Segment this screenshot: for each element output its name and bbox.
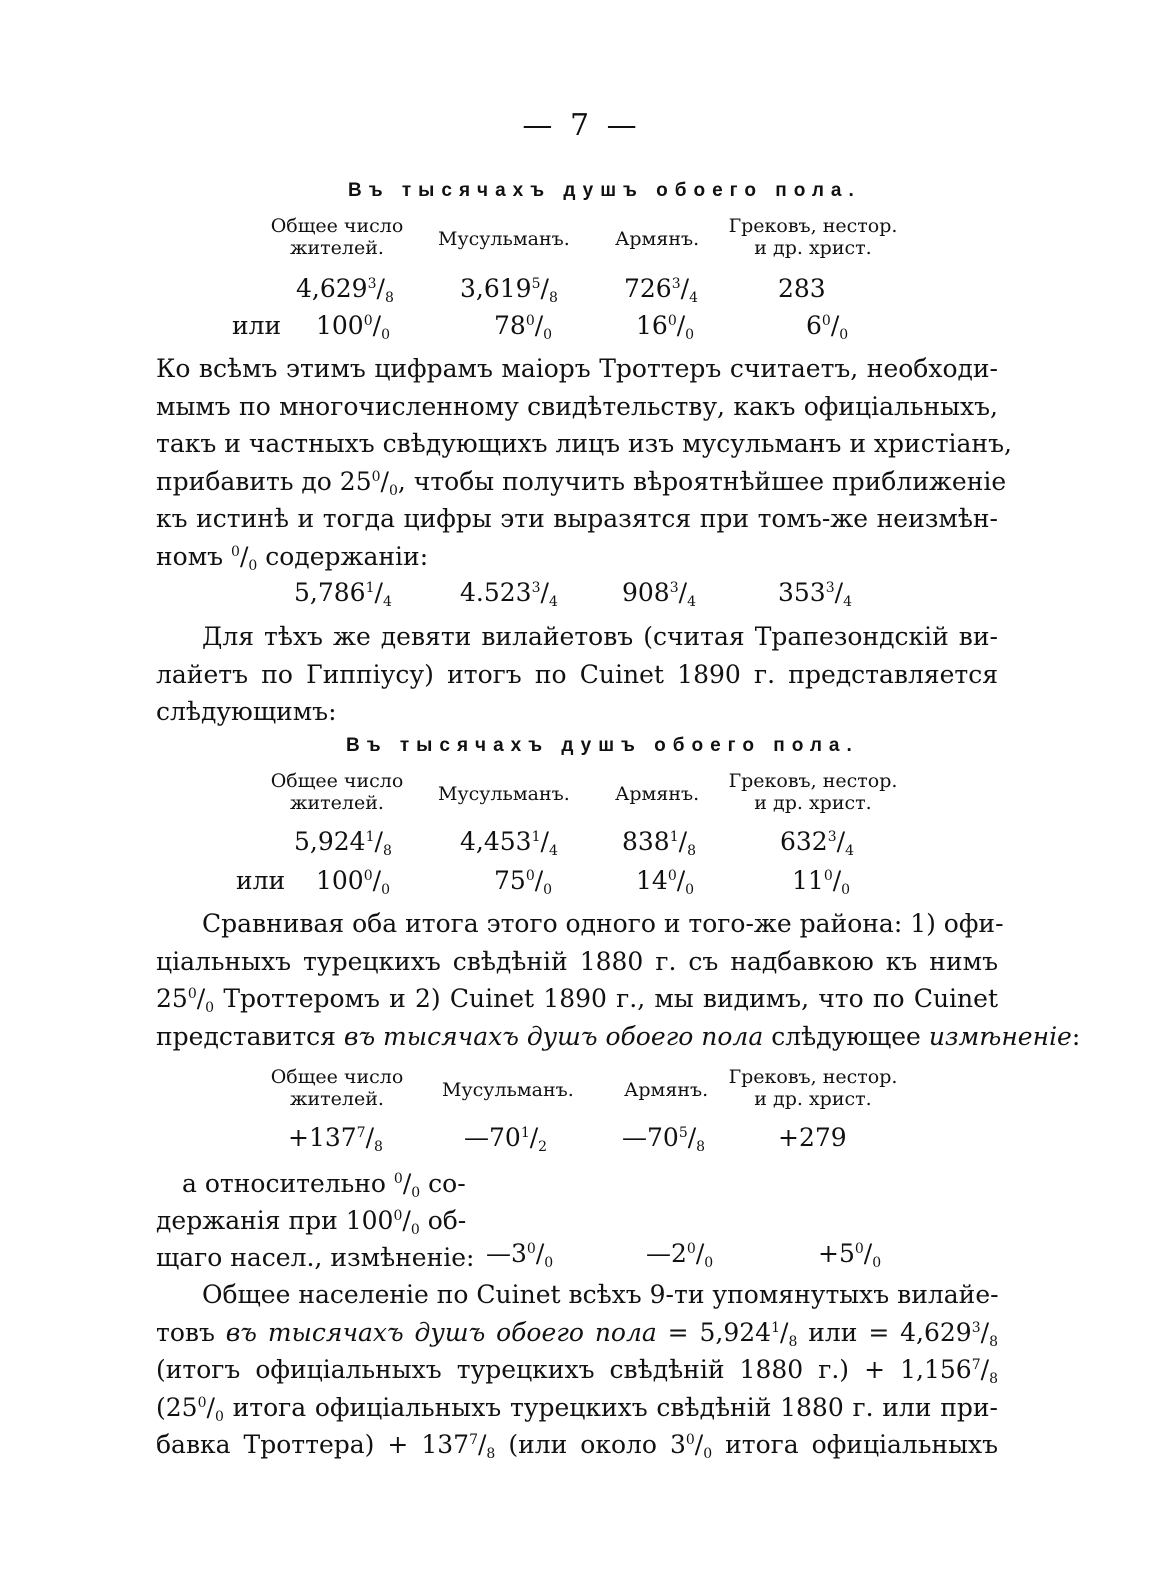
table-cell: $3,619^5/_8$ [460, 274, 558, 306]
table-cell: $78^0/_0$ [494, 311, 553, 343]
table-cell: $4,453^1/_4$ [460, 827, 558, 859]
paragraph-4: Общее населеніе по Cuinet всѣхъ 9-ти упомянутыхъ вилайе- товъ въ тысячахъ душъ обоего пола = $5,924^1/_8$ или = $4,629^3/_8$ (итогъ офиціальныхъ турецкихъ свѣдѣній 1880 $г.) + 1,156^7/_8$ ($25^0/_0$ итога офиціальныхъ турецкихъ свѣдѣній 1880 г. или при- бавка Троттера) + $137^7/_8$ (или около $3^0/_0$ итога офиціальныхъ [156, 1280, 999, 1462]
page-number: — 7 — [522, 108, 641, 143]
table3-header-greeks: Грековъ, нестор. и др. христ. [728, 1066, 898, 1110]
relative-change-label: держанія при $100^0/_0$ об- [156, 1206, 467, 1238]
table3-header-armenians: Армянъ. [624, 1079, 709, 1101]
table-cell: $908^3/_4$ [622, 578, 696, 610]
table-cell: $726^3/_4$ [624, 274, 698, 306]
table1-header-greeks: Грековъ, нестор. и др. христ. [728, 215, 898, 259]
table-cell: $11^0/_0$ [792, 866, 851, 898]
relative-change-label: щаго насел., измѣненіе: [156, 1243, 475, 1272]
table2-caption: Въ тысячахъ душъ обоего пола. [346, 735, 859, 756]
table-cell: +279 [778, 1123, 847, 1152]
paragraph-2: Для тѣхъ же девяти вилайетовъ (считая Трапезондскій ви- лайетъ по Гиппіусу) итогъ по Cuinet 1890 г. представляется слѣдующимъ: [156, 622, 998, 726]
table-cell: $14^0/_0$ [636, 866, 695, 898]
table2-header-total: Общее число жителей. [270, 770, 404, 814]
table-cell: $353^3/_4$ [778, 578, 852, 610]
row-label: или [236, 866, 286, 895]
table3-header-muslims: Мусульманъ. [442, 1079, 574, 1101]
table-cell: $100^0/_0$ [316, 866, 390, 898]
table-cell: $5,786^1/_4$ [294, 578, 392, 610]
table-cell: 283 [778, 274, 826, 303]
row-label: или [232, 311, 282, 340]
table-cell: $4.523^3/_4$ [460, 578, 558, 610]
table-cell: $100^0/_0$ [316, 311, 390, 343]
paragraph-1: Ко всѣмъ этимъ цифрамъ маіоръ Троттеръ считаетъ, необходи- мымъ по многочисленному свидѣтельству, какъ офиціальныхъ, такъ и частныхъ свѣдующихъ лицъ изъ мусульманъ и христіанъ, прибавить до $25^0/_0$, чтобы получить вѣроятнѣйшее приближеніе къ истинѣ и тогда цифры эти выразятся при томъ-же неизмѣн- номъ $^0/_0$ содержаніи: [156, 354, 1012, 574]
table2-header-greeks: Грековъ, нестор. и др. христ. [728, 770, 898, 814]
table1-header-muslims: Мусульманъ. [438, 228, 570, 250]
table-cell: $+5^0/_0$ [818, 1239, 882, 1271]
table-cell: $4,629^3/_8$ [296, 274, 394, 306]
table-cell: $632^3/_4$ [780, 827, 854, 859]
table-cell: $—70^5/_8$ [622, 1123, 706, 1155]
table-cell: $+137^7/_8$ [288, 1123, 383, 1155]
table1-header-armenians: Армянъ. [615, 228, 700, 250]
table2-header-armenians: Армянъ. [615, 783, 700, 805]
table1-header-total: Общее число жителей. [270, 215, 404, 259]
table3-header-total: Общее число жителей. [270, 1066, 404, 1110]
table-cell: $—2^0/_0$ [646, 1239, 714, 1271]
table2-header-muslims: Мусульманъ. [438, 783, 570, 805]
table-cell: $—3^0/_0$ [486, 1239, 554, 1271]
table1-caption: Въ тысячахъ душъ обоего пола. [348, 180, 861, 201]
table-cell: $16^0/_0$ [636, 311, 695, 343]
table-cell: $6^0/_0$ [806, 311, 849, 343]
table-cell: $75^0/_0$ [494, 866, 553, 898]
table-cell: $5,924^1/_8$ [294, 827, 392, 859]
table-cell: $838^1/_8$ [622, 827, 696, 859]
paragraph-3: Сравнивая оба итога этого одного и того-же района: 1) офи- ціальныхъ турецкихъ свѣдѣній 1880 г. съ надбавкою къ нимъ $25^0/_0$ Троттеромъ и 2) Cuinet 1890 г., мы видимъ, что по Cuinet представится въ тысячахъ душъ обоего пола слѣдующее измѣненіе: [156, 909, 1081, 1051]
relative-change-label: а относительно $^0/_0$ со- [182, 1169, 466, 1201]
table-cell: $—70^1/_2$ [464, 1123, 548, 1155]
